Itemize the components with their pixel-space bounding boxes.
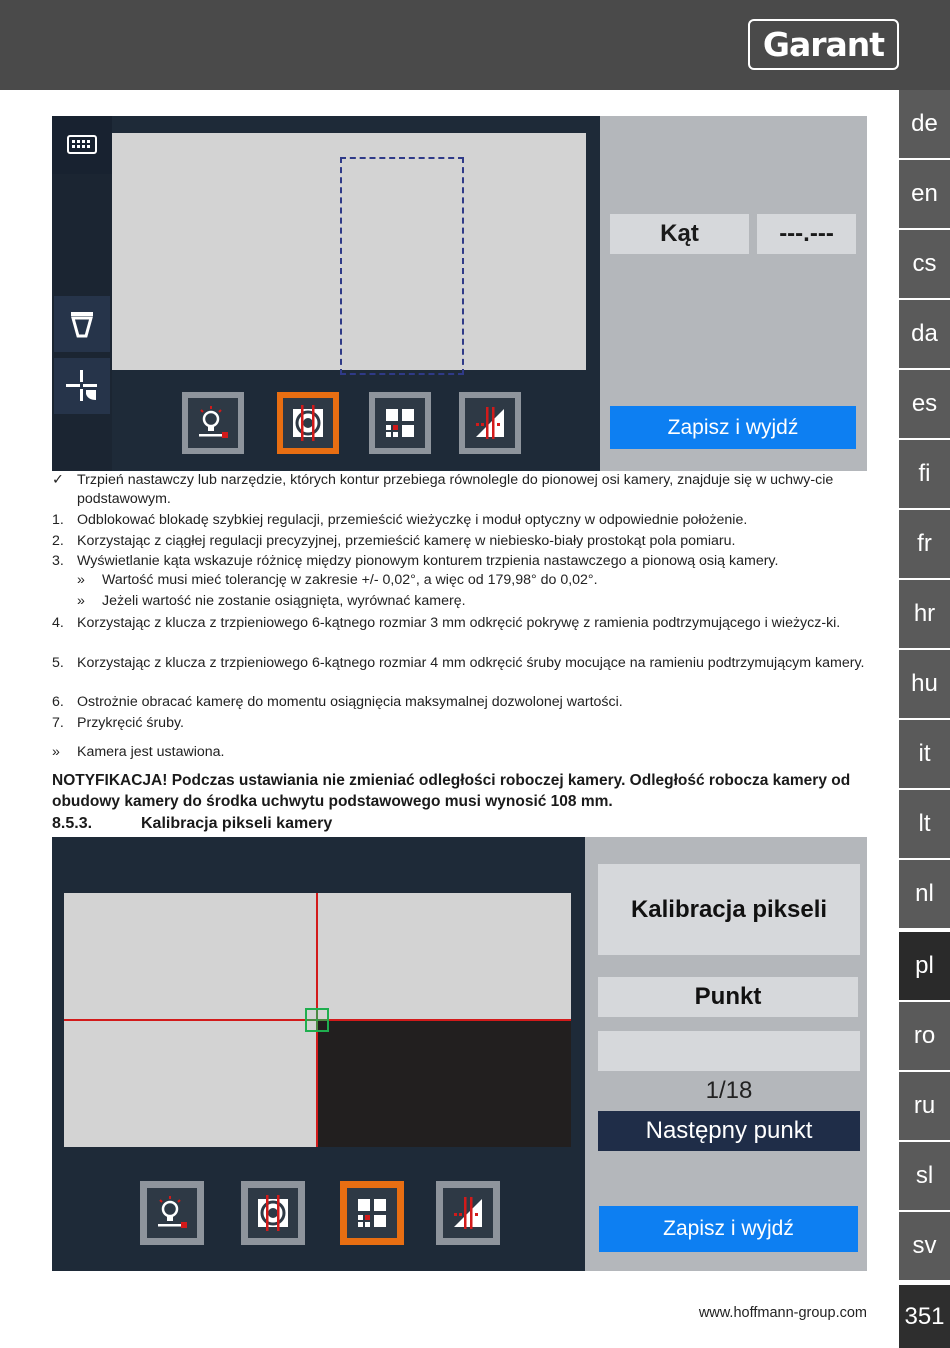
- notice-text: Podczas ustawiania nie zmieniać odległości roboczej kamery. Odległość robocza kamery od obudowy kamery do środka uchwytu podstawowego musi wynosić 108 mm.: [52, 772, 851, 810]
- final-result: [52, 743, 867, 762]
- section-title: Kalibracja pikseli kamery: [141, 815, 333, 832]
- language-sidebar: [899, 90, 950, 1348]
- focus-target-icon: [288, 403, 328, 443]
- section-number: 8.5.3.: [52, 815, 93, 832]
- camera-view: [112, 133, 586, 370]
- angle-label: Kąt: [610, 214, 749, 254]
- step-text: Korzystając z klucza z trzpieniowego 6-kątnego rozmiar 4 mm odkręcić śruby mocujące na ramieniu podtrzymującym kamery.: [77, 655, 865, 671]
- pixel-calibration-screen: [52, 837, 867, 1271]
- lang-tab-es[interactable]: es: [899, 370, 950, 438]
- result-arrow: »: [77, 593, 85, 609]
- tool-holder-button[interactable]: [54, 296, 110, 352]
- step-number: 7.: [52, 715, 64, 731]
- lang-tab-nl[interactable]: nl: [899, 860, 950, 928]
- lang-tab-da[interactable]: da: [899, 300, 950, 368]
- step-2: [52, 532, 867, 551]
- light-button[interactable]: [140, 1181, 204, 1245]
- point-value-field[interactable]: [598, 1031, 860, 1071]
- header-bar: [0, 0, 950, 90]
- lang-tab-hu[interactable]: hu: [899, 650, 950, 718]
- lang-tab-en[interactable]: en: [899, 160, 950, 228]
- grid-button[interactable]: [340, 1181, 404, 1245]
- precondition-item: [52, 471, 867, 511]
- result-text: Jeżeli wartość nie zostanie osiągnięta, wyrównać kamerę.: [102, 593, 466, 609]
- step-number: 4.: [52, 615, 64, 631]
- lightbulb-icon: [193, 403, 233, 443]
- lang-tab-sl[interactable]: sl: [899, 1142, 950, 1210]
- tool-holder-icon: [62, 304, 102, 344]
- calibration-camera-view: [64, 893, 571, 1147]
- step-3-result-a: [52, 571, 867, 590]
- calibration-title: Kalibracja pikseli: [598, 864, 860, 955]
- step-text: Przykręcić śruby.: [77, 715, 184, 731]
- angle-value: ---.---: [757, 214, 856, 254]
- step-text: Odblokować blokadę szybkiej regulacji, przemieścić wieżyczkę i moduł optyczny w odpowiednie położenie.: [77, 512, 748, 528]
- step-4: [52, 614, 867, 654]
- step-number: 3.: [52, 553, 64, 569]
- notice: [52, 770, 852, 812]
- step-number: 2.: [52, 533, 64, 549]
- lang-tab-pl[interactable]: pl: [899, 932, 950, 1000]
- lightbulb-icon: [152, 1193, 192, 1233]
- lang-tab-sv[interactable]: sv: [899, 1212, 950, 1280]
- step-number: 1.: [52, 512, 64, 528]
- result-arrow: »: [77, 572, 85, 588]
- check-icon: ✓: [52, 472, 64, 488]
- edge-detection-icon: [470, 403, 510, 443]
- focus-target-icon: [253, 1193, 293, 1233]
- keyboard-button[interactable]: [52, 116, 112, 174]
- save-exit-button[interactable]: Zapisz i wyjdź: [599, 1206, 858, 1252]
- step-number: 6.: [52, 694, 64, 710]
- lang-tab-lt[interactable]: lt: [899, 790, 950, 858]
- crosshair-tool-icon: [62, 366, 102, 406]
- lang-tab-fr[interactable]: fr: [899, 510, 950, 578]
- grid-icon: [352, 1193, 392, 1233]
- section-heading: [52, 815, 332, 833]
- save-exit-button[interactable]: Zapisz i wyjdź: [610, 406, 856, 449]
- step-5: [52, 654, 867, 694]
- garant-logo: Garant: [748, 19, 899, 70]
- crosshair-tool-button[interactable]: [54, 358, 110, 414]
- step-text: Korzystając z klucza z trzpieniowego 6-kątnego rozmiar 3 mm odkręcić pokrywę z ramienia podtrzymującego i wieżycz-ki.: [77, 615, 841, 631]
- step-text: Ostrożnie obracać kamerę do momentu osiągnięcia maksymalnej dozwolonej wartości.: [77, 694, 623, 710]
- light-button[interactable]: [182, 392, 244, 454]
- point-label: Punkt: [598, 977, 858, 1017]
- step-7: [52, 714, 867, 733]
- lang-tab-it[interactable]: it: [899, 720, 950, 788]
- point-counter: 1/18: [705, 1077, 753, 1104]
- grid-icon: [380, 403, 420, 443]
- step-3: [52, 552, 867, 571]
- lang-tab-hr[interactable]: hr: [899, 580, 950, 648]
- angle-panel: [600, 116, 867, 471]
- lang-tab-fi[interactable]: fi: [899, 440, 950, 508]
- result-text: Wartość musi mieć tolerancję w zakresie +/- 0,02°, a więc od 179,98° do 0,02°.: [102, 572, 598, 588]
- keyboard-icon: [52, 116, 112, 174]
- step-text: Korzystając z ciągłej regulacji precyzyjnej, przemieścić kamerę w niebiesko-biały prostokąt pola pomiaru.: [77, 533, 736, 549]
- edge-detection-button[interactable]: [459, 392, 521, 454]
- lang-tab-de[interactable]: de: [899, 90, 950, 158]
- crosshair: [64, 893, 571, 1147]
- notice-label: NOTYFIKACJA!: [52, 772, 168, 789]
- page-number: 351: [899, 1285, 950, 1348]
- precondition-text: Trzpień nastawczy lub narzędzie, których kontur przebiega równolegle do pionowej osi kamery, znajduje się w uchwy-cie podstawowym.: [77, 472, 834, 507]
- footer-url[interactable]: www.hoffmann-group.com: [698, 1305, 867, 1321]
- focus-button[interactable]: [241, 1181, 305, 1245]
- result-text: Kamera jest ustawiona.: [77, 744, 225, 760]
- lang-tab-ru[interactable]: ru: [899, 1072, 950, 1140]
- lang-tab-cs[interactable]: cs: [899, 230, 950, 298]
- focus-button[interactable]: [277, 392, 339, 454]
- step-1: [52, 511, 867, 530]
- edge-detection-button[interactable]: [436, 1181, 500, 1245]
- angle-measurement-screen: [52, 116, 867, 471]
- grid-button[interactable]: [369, 392, 431, 454]
- result-arrow: »: [52, 744, 60, 760]
- edge-detection-icon: [448, 1193, 488, 1233]
- step-number: 5.: [52, 655, 64, 671]
- lang-tab-ro[interactable]: ro: [899, 1002, 950, 1070]
- step-6: [52, 693, 867, 712]
- calibration-panel: [585, 837, 867, 1271]
- measurement-field-rectangle: [340, 157, 464, 375]
- step-text: Wyświetlanie kąta wskazuje różnicę między pionowym konturem trzpienia nastawczego a pionową osią kamery.: [77, 553, 779, 569]
- step-3-result-b: [52, 592, 867, 611]
- next-point-button[interactable]: Następny punkt: [598, 1111, 860, 1151]
